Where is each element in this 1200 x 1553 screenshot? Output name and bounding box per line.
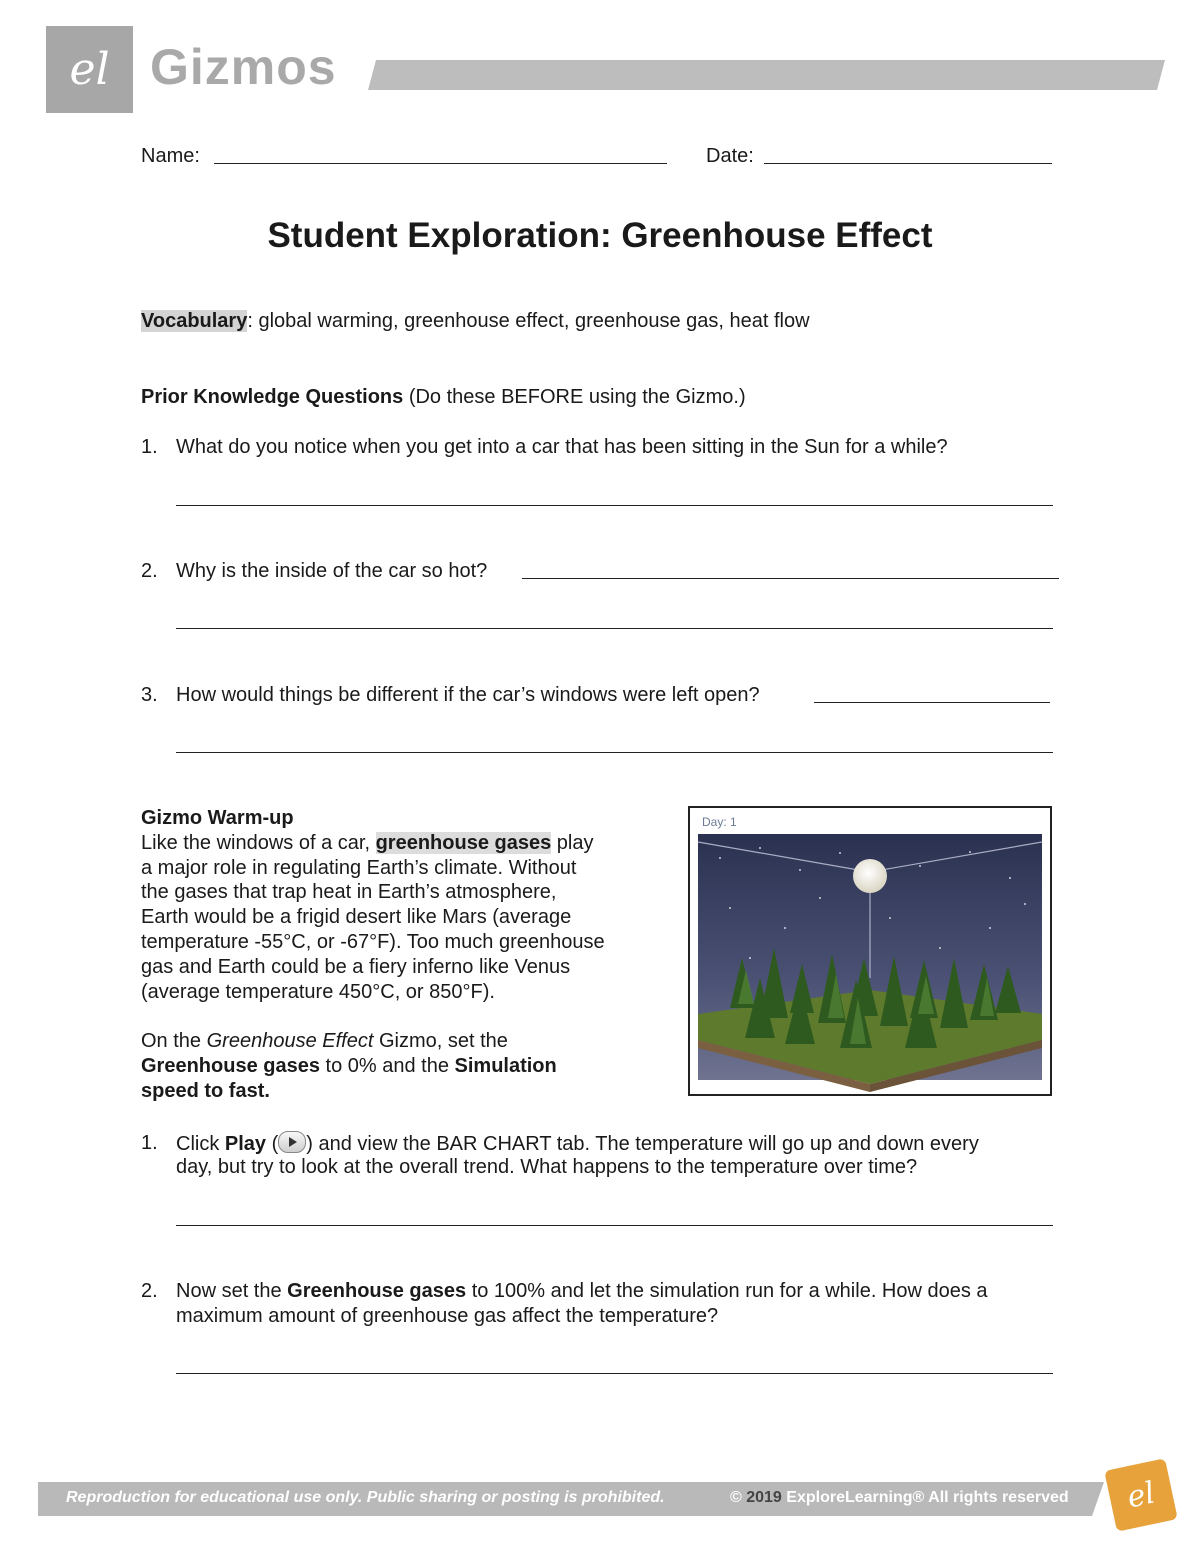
warmup-line: Earth would be a frigid desert like Mars (average bbox=[141, 906, 572, 928]
greenhouse-simulation-image bbox=[688, 806, 1052, 1096]
answer-line[interactable] bbox=[176, 505, 1053, 506]
vocabulary-terms: global warming, greenhouse effect, greenhouse gas, heat flow bbox=[252, 310, 810, 332]
warmup-line: temperature -55°C, or -67°F). Too much greenhouse bbox=[141, 931, 605, 953]
warmup-question-1-line-2: day, but try to look at the overall trend. What happens to the temperature over time? bbox=[176, 1156, 918, 1178]
warmup-line: a major role in regulating Earth’s climate. Without bbox=[141, 857, 577, 879]
prior-question-1: What do you notice when you get into a car that has been sitting in the Sun for a while? bbox=[176, 436, 948, 458]
warmup-question-1-number: 1. bbox=[141, 1132, 158, 1154]
answer-line[interactable] bbox=[176, 752, 1053, 753]
play-icon bbox=[278, 1131, 306, 1153]
page-title: Student Exploration: Greenhouse Effect bbox=[267, 216, 933, 255]
warmup-question-2-line-2: maximum amount of greenhouse gas affect the temperature? bbox=[176, 1305, 719, 1327]
answer-line[interactable] bbox=[176, 1225, 1053, 1226]
simulation-scene bbox=[690, 808, 1050, 1094]
footer-copyright: © 2019 ExploreLearning® All rights reserved bbox=[730, 1489, 1069, 1506]
gizmos-brand: Gizmos bbox=[150, 39, 337, 95]
warmup-question-1: Click Play ( ) and view the BAR CHART tab. The temperature will go up and down every bbox=[176, 1133, 979, 1155]
name-label: Name: bbox=[141, 145, 200, 167]
day-label: Day: 1 bbox=[702, 815, 737, 829]
footer-notice: Reproduction for educational use only. Public sharing or posting is prohibited. bbox=[66, 1489, 665, 1506]
prior-knowledge-heading: Prior Knowledge Questions (Do these BEFORE using the Gizmo.) bbox=[141, 386, 746, 408]
warmup-line: Like the windows of a car, greenhouse gases play bbox=[141, 832, 594, 854]
warmup-instruction: On the Greenhouse Effect Gizmo, set the bbox=[141, 1030, 508, 1052]
prior-question-2: Why is the inside of the car so hot? bbox=[176, 560, 488, 582]
warmup-line: (average temperature 450°C, or 850°F). bbox=[141, 981, 495, 1003]
prior-question-3-number: 3. bbox=[141, 684, 158, 706]
warmup-instruction: speed to fast. bbox=[141, 1080, 270, 1102]
warmup-instruction: Greenhouse gases to 0% and the Simulation bbox=[141, 1055, 557, 1077]
prior-question-3: How would things be different if the car’s windows were left open? bbox=[176, 684, 760, 706]
warmup-heading: Gizmo Warm-up bbox=[141, 807, 294, 829]
warmup-line: gas and Earth could be a fiery inferno like Venus bbox=[141, 956, 571, 978]
prior-question-1-number: 1. bbox=[141, 436, 158, 458]
date-label: Date: bbox=[706, 145, 754, 167]
name-field[interactable] bbox=[214, 163, 667, 164]
answer-line[interactable] bbox=[522, 578, 1059, 579]
date-field[interactable] bbox=[764, 163, 1052, 164]
answer-line[interactable] bbox=[176, 1373, 1053, 1374]
logo-glyph: el bbox=[69, 44, 110, 95]
vocabulary-line: Vocabulary: global warming, greenhouse effect, greenhouse gas, heat flow bbox=[141, 310, 810, 332]
warmup-question-2: Now set the Greenhouse gases to 100% and let the simulation run for a while. How does a bbox=[176, 1280, 988, 1302]
prior-question-2-number: 2. bbox=[141, 560, 158, 582]
header-bar bbox=[368, 60, 1165, 90]
warmup-question-2-number: 2. bbox=[141, 1280, 158, 1302]
vocabulary-label: Vocabulary bbox=[141, 310, 248, 332]
footer-year: 2019 bbox=[746, 1489, 782, 1506]
answer-line[interactable] bbox=[176, 628, 1053, 629]
answer-line[interactable] bbox=[814, 702, 1050, 703]
warmup-line: the gases that trap heat in Earth’s atmosphere, bbox=[141, 881, 557, 903]
explorelearning-logo bbox=[46, 26, 133, 113]
explorelearning-footer-logo: el bbox=[1104, 1458, 1178, 1532]
